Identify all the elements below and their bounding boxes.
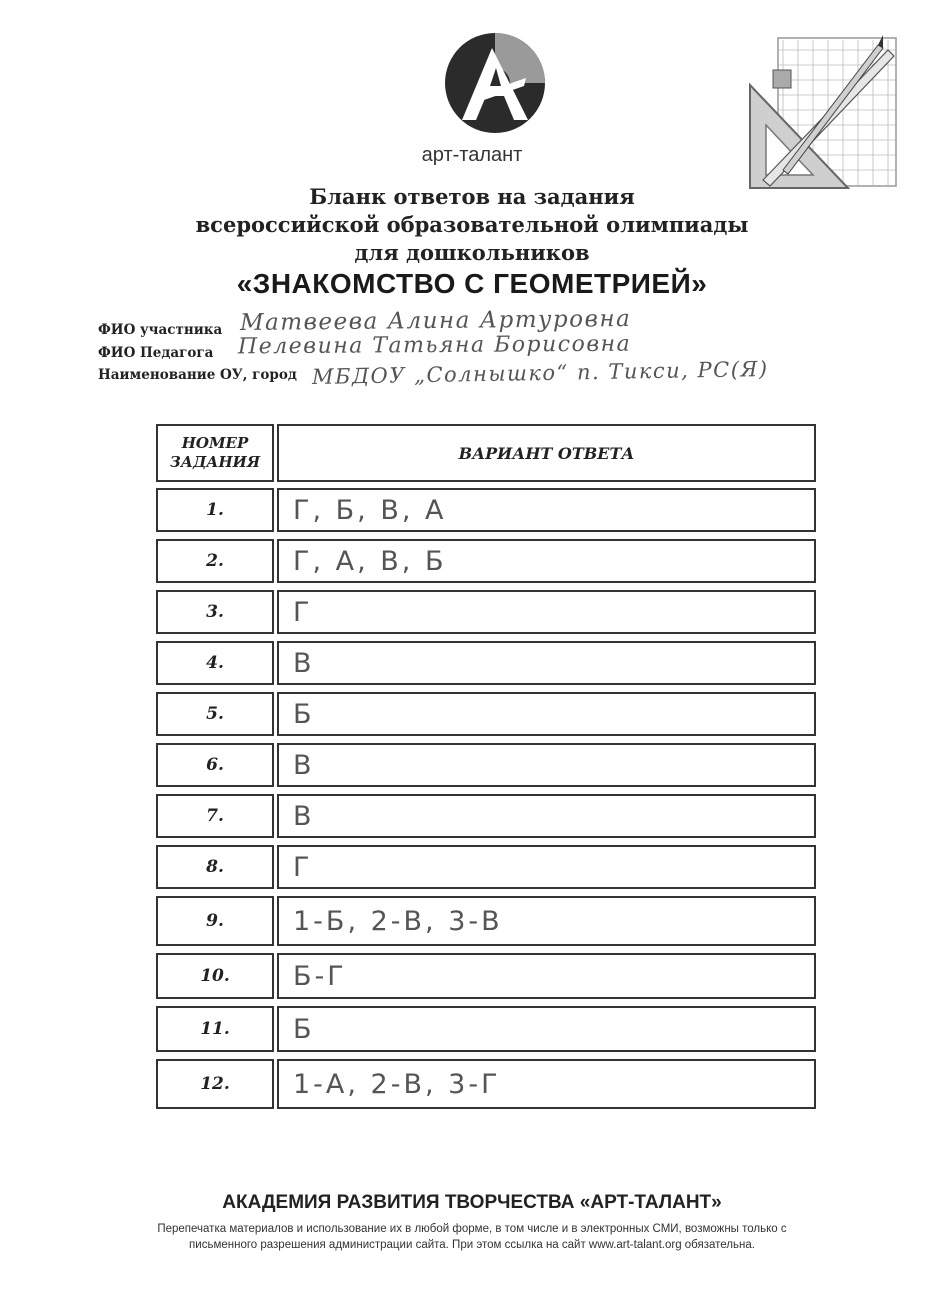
- table-row: [156, 692, 816, 736]
- task-answer: Г, Б, В, А: [277, 488, 816, 532]
- table-row: [156, 1059, 816, 1109]
- task-number: 3.: [156, 590, 274, 634]
- teacher-label: ФИО Педагога: [98, 345, 214, 361]
- olympiad-name: «ЗНАКОМСТВО С ГЕОМЕТРИЕЙ»: [236, 268, 708, 299]
- task-number: 8.: [156, 845, 274, 889]
- footer-copyright-line-1: Перепечатка материалов и использование их в любой форме, в том числе и в электронных СМИ, возможны только с: [157, 1223, 787, 1235]
- answer-header: ВАРИАНТ ОТВЕТА: [277, 424, 816, 482]
- task-answer: 1-Б, 2-В, 3-В: [277, 896, 816, 946]
- footer-copyright-line-2: письменного разрешения администрации сайта. При этом ссылка на сайт www.art-talant.org обязательна.: [189, 1239, 755, 1251]
- task-answer: В: [277, 641, 816, 685]
- answer-table: [156, 424, 816, 1112]
- participant-name-handwritten: Матвеева Алина Артуровна: [239, 305, 632, 337]
- task-answer: Г: [277, 845, 816, 889]
- form-title-line-3: для дошкольников: [354, 240, 590, 265]
- task-answer: Г: [277, 590, 816, 634]
- task-number: 2.: [156, 539, 274, 583]
- number-header-line-2: ЗАДАНИЯ: [169, 453, 261, 471]
- task-answer: Б-Г: [277, 953, 816, 999]
- brand-name: арт-талант: [421, 144, 523, 166]
- table-row: [156, 845, 816, 889]
- table-row: [156, 1006, 816, 1052]
- table-row: [156, 896, 816, 946]
- art-talant-logo-icon: [440, 28, 550, 138]
- task-number: 9.: [156, 896, 274, 946]
- task-answer: В: [277, 794, 816, 838]
- school-name-handwritten: МБДОУ „Солнышко“ п. Тикси, РС(Я): [311, 357, 769, 389]
- table-row: [156, 641, 816, 685]
- teacher-name-handwritten: Пелевина Татьяна Борисовна: [237, 331, 632, 360]
- table-row: [156, 743, 816, 787]
- task-number: 6.: [156, 743, 274, 787]
- task-number: 12.: [156, 1059, 274, 1109]
- task-number: 5.: [156, 692, 274, 736]
- table-header-row: [156, 424, 816, 482]
- table-row: [156, 953, 816, 999]
- table-row: [156, 539, 816, 583]
- table-row: [156, 794, 816, 838]
- number-header-line-1: НОМЕР: [181, 434, 249, 452]
- task-answer: 1-А, 2-В, 3-Г: [277, 1059, 816, 1109]
- task-number: 1.: [156, 488, 274, 532]
- table-row: [156, 488, 816, 532]
- task-number: 4.: [156, 641, 274, 685]
- form-title-line-2: всероссийской образовательной олимпиады: [195, 212, 749, 237]
- participant-label: ФИО участника: [98, 322, 223, 338]
- table-row: [156, 590, 816, 634]
- task-answer: Б: [277, 1006, 816, 1052]
- footer-academy-title: АКАДЕМИЯ РАЗВИТИЯ ТВОРЧЕСТВА «АРТ-ТАЛАНТ»: [222, 1192, 722, 1213]
- footer-copyright-notice: [110, 1221, 834, 1253]
- task-number: 7.: [156, 794, 274, 838]
- task-number: 11.: [156, 1006, 274, 1052]
- task-answer: Б: [277, 692, 816, 736]
- form-title-line-1: Бланк ответов на задания: [309, 184, 635, 209]
- task-answer: Г, А, В, Б: [277, 539, 816, 583]
- geometry-tools-illustration-icon: [748, 30, 898, 190]
- task-number: 10.: [156, 953, 274, 999]
- task-answer: В: [277, 743, 816, 787]
- school-label: Наименование ОУ, город: [98, 367, 297, 383]
- number-header: [156, 424, 274, 482]
